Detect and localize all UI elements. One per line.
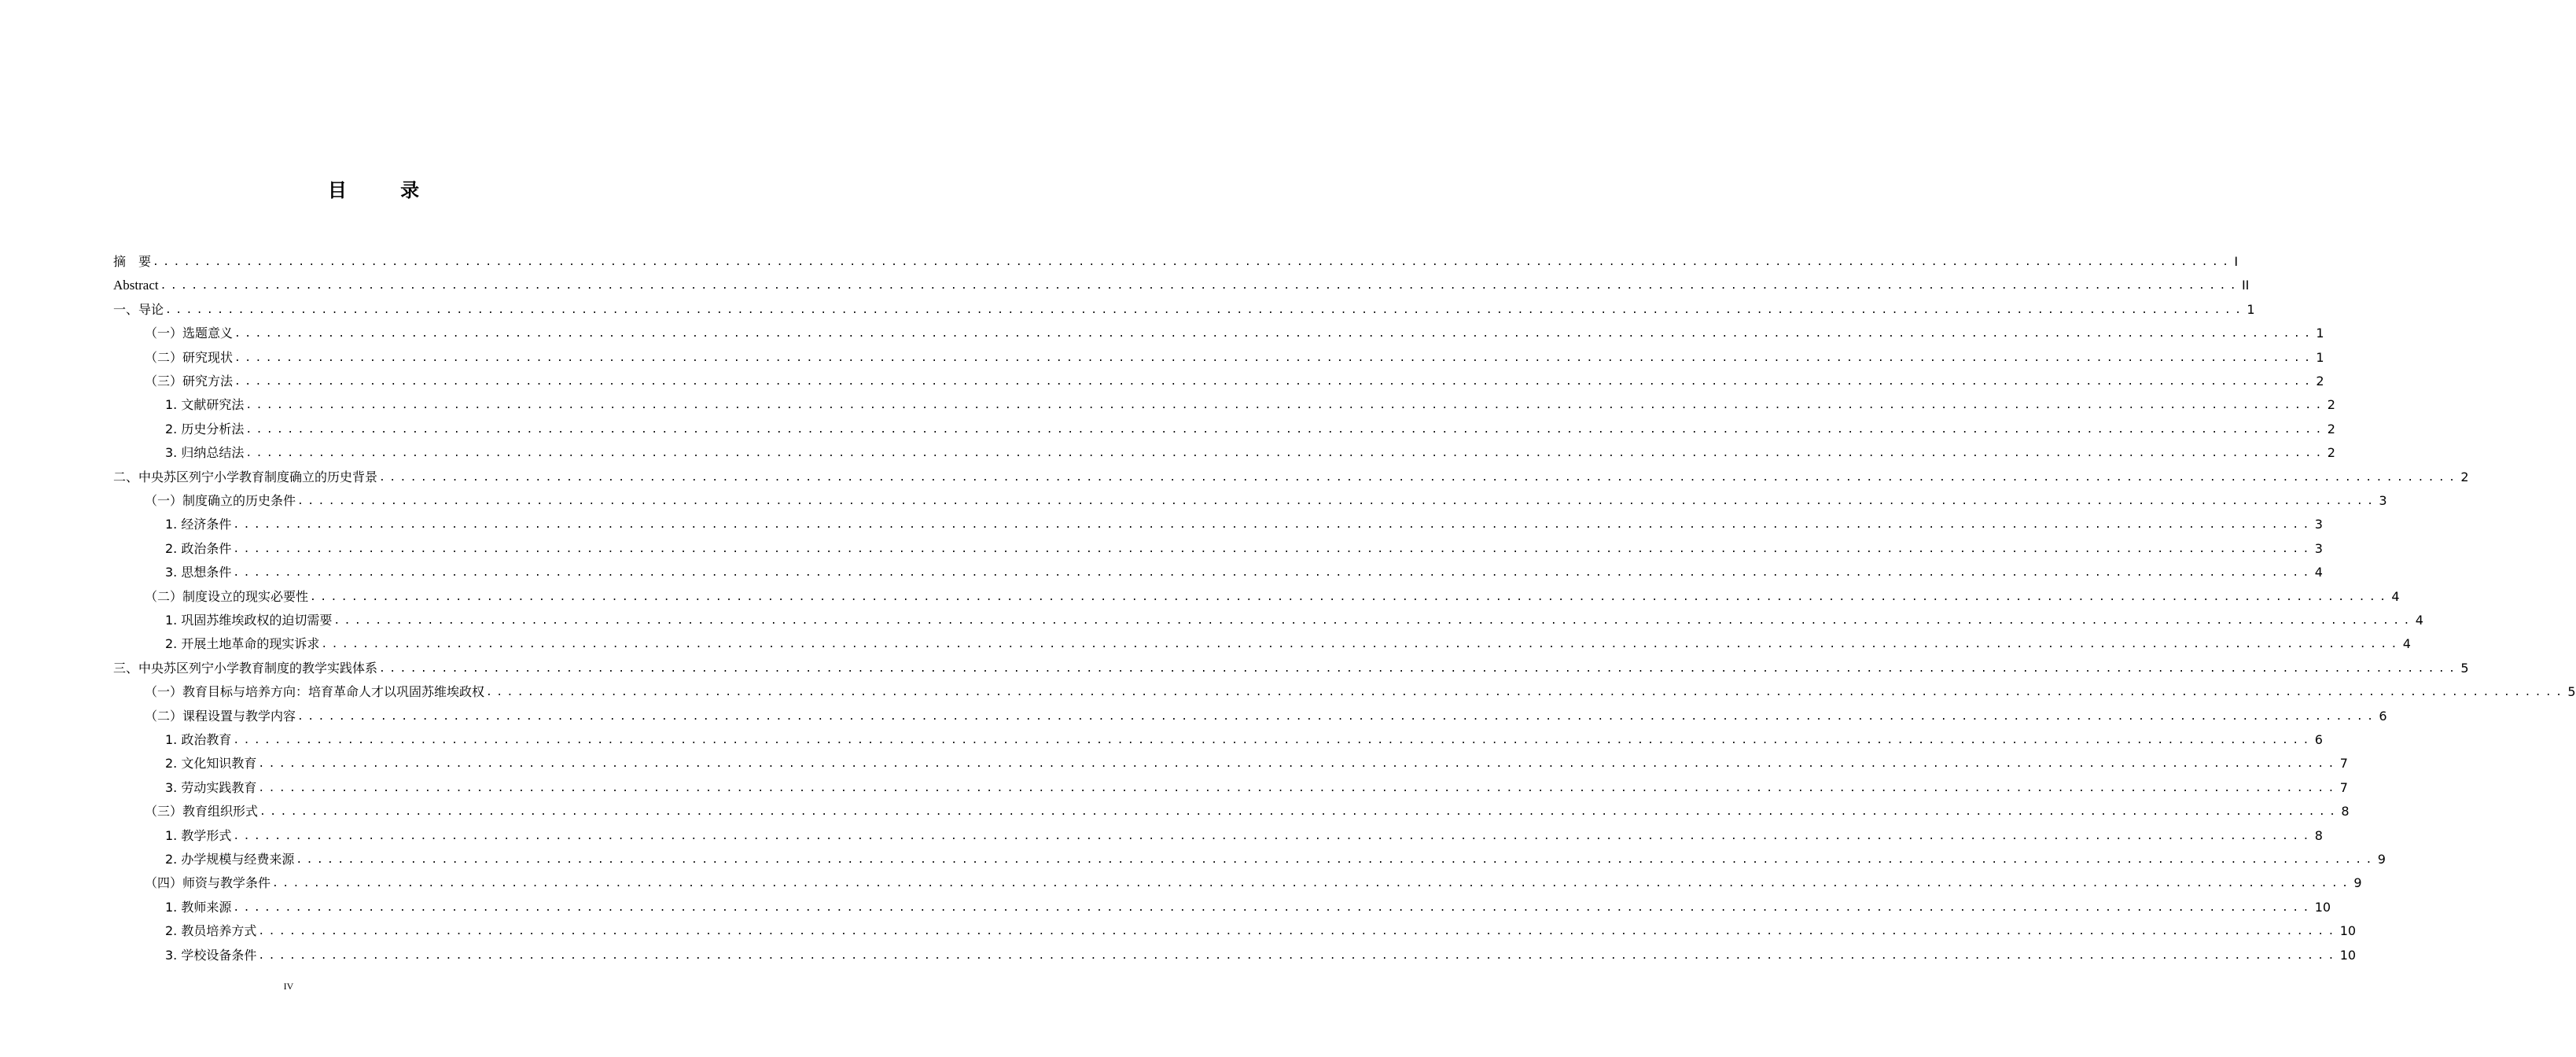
toc-entry[interactable]: [113, 294, 2255, 318]
toc-leader-dots: ........................................................................................................................................................................................................: [258, 782, 2339, 794]
toc-leader-dots: ........................................................................................................................................................................................................: [233, 519, 2313, 532]
toc-entry-label: 1. 巩固苏维埃政权的迫切需要: [165, 613, 333, 628]
toc-title: 目 录: [327, 179, 443, 201]
toc-entry-page: 7: [2339, 756, 2348, 772]
toc-entry[interactable]: [165, 605, 2423, 628]
toc-leader-dots: ........................................................................................................................................................................................................: [259, 806, 2340, 819]
toc-leader-dots: ........................................................................................................................................................................................................: [321, 639, 2401, 651]
toc-leader-dots: ........................................................................................................................................................................................................: [233, 543, 2313, 555]
toc-leader-dots: ........................................................................................................................................................................................................: [160, 280, 2240, 293]
toc-entry-page: 10: [2314, 899, 2331, 915]
toc-entry-label: 1. 政治教育: [165, 732, 232, 747]
toc-entry-label: 3. 思想条件: [165, 565, 232, 580]
toc-entry-label: （三）研究方法: [145, 374, 234, 389]
toc-leader-dots: ........................................................................................................................................................................................................: [153, 256, 2233, 268]
toc-entry[interactable]: [145, 867, 2362, 891]
toc-leader-dots: ........................................................................................................................................................................................................: [165, 304, 2246, 316]
toc-entry-page: 2: [2327, 397, 2335, 413]
toc-entry-page: 5: [2567, 684, 2576, 700]
toc-entry[interactable]: [145, 366, 2324, 389]
toc-leader-dots: ........................................................................................................................................................................................................: [379, 662, 2460, 675]
toc-entry-label: （一）教育目标与培养方向：培育革命人才以巩固苏维埃政权: [145, 684, 485, 700]
toc-leader-dots: ........................................................................................................................................................................................................: [272, 878, 2353, 890]
toc-leader-dots: ........................................................................................................................................................................................................: [296, 854, 2376, 866]
toc-entry-page: 10: [2339, 947, 2357, 963]
toc-entry-page: 6: [2379, 708, 2387, 724]
toc-entry-page: II: [2241, 278, 2250, 293]
toc-entry-label: （一）选题意义: [145, 326, 234, 341]
toc-entry-page: I: [2234, 254, 2239, 269]
toc-entry-label: （四）师资与教学条件: [145, 875, 271, 891]
toc-entry-page: 4: [2415, 613, 2423, 628]
toc-entry[interactable]: [113, 653, 2469, 676]
toc-entry-label: （二）课程设置与教学内容: [145, 708, 296, 724]
toc-entry[interactable]: [113, 270, 2250, 293]
toc-entry-page: 4: [2402, 636, 2411, 652]
toc-entry[interactable]: [165, 748, 2348, 772]
toc-entry[interactable]: [165, 389, 2335, 413]
toc-entry-label: 三、中央苏区列宁小学教育制度的教学实践体系: [113, 660, 378, 676]
toc-entry[interactable]: [165, 414, 2335, 437]
toc-leader-dots: ........................................................................................................................................................................................................: [297, 495, 2378, 507]
toc-entry[interactable]: [165, 437, 2335, 461]
toc-leader-dots: ........................................................................................................................................................................................................: [245, 400, 2326, 412]
toc-entry-label: 摘 要: [113, 254, 152, 269]
toc-entry[interactable]: [165, 940, 2357, 963]
toc-entry[interactable]: [145, 318, 2324, 341]
toc-leader-dots: ........................................................................................................................................................................................................: [258, 926, 2339, 938]
toc-entry[interactable]: [145, 796, 2350, 819]
toc-entry-label: Abstract: [113, 278, 159, 293]
toc-leader-dots: ........................................................................................................................................................................................................: [234, 352, 2315, 364]
toc-entry-page: 4: [2314, 565, 2323, 580]
toc-entry-label: 1. 教学形式: [165, 827, 232, 843]
toc-leader-dots: ........................................................................................................................................................................................................: [233, 567, 2313, 580]
toc-entry-label: （三）教育组织形式: [145, 804, 259, 819]
toc-entry[interactable]: [113, 462, 2469, 485]
toc-entry-page: 5: [2460, 660, 2469, 676]
toc-entry-label: 1. 文献研究法: [165, 397, 245, 413]
toc-entry-page: 2: [2327, 445, 2335, 461]
toc-leader-dots: ........................................................................................................................................................................................................: [245, 423, 2326, 436]
toc-entry-page: 9: [2353, 875, 2362, 891]
toc-entry-label: 3. 学校设备条件: [165, 947, 257, 963]
toc-entry[interactable]: [145, 581, 2400, 605]
toc-entry-label: （一）制度确立的历史条件: [145, 493, 296, 508]
toc-entry[interactable]: [165, 772, 2348, 796]
toc-entry-page: 6: [2314, 732, 2323, 747]
toc-leader-dots: ........................................................................................................................................................................................................: [486, 687, 2567, 699]
toc-entry-page: 2: [2316, 374, 2324, 389]
toc-entry-label: 2. 办学规模与经费来源: [165, 852, 295, 867]
toc-entry-page: 1: [2247, 301, 2255, 317]
page-number: IV: [283, 981, 294, 992]
toc-leader-dots: ........................................................................................................................................................................................................: [310, 591, 2390, 603]
toc-leader-dots: ........................................................................................................................................................................................................: [258, 949, 2339, 962]
toc-entry-label: 2. 教员培养方式: [165, 923, 257, 939]
toc-leader-dots: ........................................................................................................................................................................................................: [379, 471, 2460, 484]
toc-entry-page: 3: [2314, 517, 2323, 532]
toc-leader-dots: ........................................................................................................................................................................................................: [233, 830, 2313, 842]
toc-entry-label: 二、中央苏区列宁小学教育制度确立的历史背景: [113, 469, 378, 484]
toc-entry-label: 1. 教师来源: [165, 899, 232, 915]
toc-entry[interactable]: [165, 915, 2357, 939]
toc-entry-page: 9: [2377, 852, 2386, 867]
toc-entry-label: （二）研究现状: [145, 349, 234, 365]
toc-leader-dots: ........................................................................................................................................................................................................: [234, 376, 2315, 388]
toc-entry-page: 1: [2316, 326, 2324, 341]
toc-entry[interactable]: [165, 892, 2331, 915]
toc-entry[interactable]: [165, 724, 2323, 748]
toc-entry-page: 3: [2379, 493, 2387, 508]
toc-entry[interactable]: [165, 509, 2323, 532]
toc-entry-label: 2. 开展土地革命的现实诉求: [165, 636, 320, 652]
toc-entry[interactable]: [113, 246, 2239, 270]
toc-entry-label: 3. 劳动实践教育: [165, 779, 257, 795]
toc-entry-label: 2. 政治条件: [165, 540, 232, 556]
toc-entry-label: 一、导论: [113, 301, 164, 317]
toc-leader-dots: ........................................................................................................................................................................................................: [245, 447, 2326, 460]
toc-entry-page: 2: [2327, 421, 2335, 436]
toc-leader-dots: ........................................................................................................................................................................................................: [297, 710, 2378, 723]
toc-entry[interactable]: [145, 701, 2387, 724]
toc-entry[interactable]: [165, 557, 2323, 580]
toc-entry-page: 8: [2314, 827, 2323, 843]
toc-entry-label: 2. 文化知识教育: [165, 756, 257, 772]
toc-entry-label: （二）制度设立的现实必要性: [145, 588, 309, 604]
toc-leader-dots: ........................................................................................................................................................................................................: [234, 328, 2315, 341]
toc-entry[interactable]: [165, 844, 2386, 867]
toc-entry[interactable]: [145, 485, 2387, 509]
toc-entry-label: 2. 历史分析法: [165, 421, 245, 436]
toc-entry-label: 3. 归纳总结法: [165, 445, 245, 461]
toc-leader-dots: ........................................................................................................................................................................................................: [258, 758, 2339, 771]
toc-entry-page: 1: [2316, 349, 2324, 365]
toc-leader-dots: ........................................................................................................................................................................................................: [333, 615, 2414, 627]
toc-entry-page: 2: [2460, 469, 2469, 484]
toc-entry-page: 4: [2391, 588, 2400, 604]
toc-entry-label: 1. 经济条件: [165, 517, 232, 532]
toc-entry-page: 3: [2314, 540, 2323, 556]
toc-entry[interactable]: [165, 628, 2411, 652]
toc-entry[interactable]: [145, 342, 2324, 366]
toc-entry[interactable]: [145, 676, 2576, 700]
toc-entry-page: 8: [2341, 804, 2350, 819]
toc-entry-page: 7: [2339, 779, 2348, 795]
toc-entry[interactable]: [165, 533, 2323, 557]
toc-entry[interactable]: [165, 820, 2323, 844]
toc-leader-dots: ........................................................................................................................................................................................................: [233, 735, 2313, 746]
toc-entry-page: 10: [2339, 923, 2357, 939]
toc-leader-dots: ........................................................................................................................................................................................................: [233, 901, 2313, 914]
